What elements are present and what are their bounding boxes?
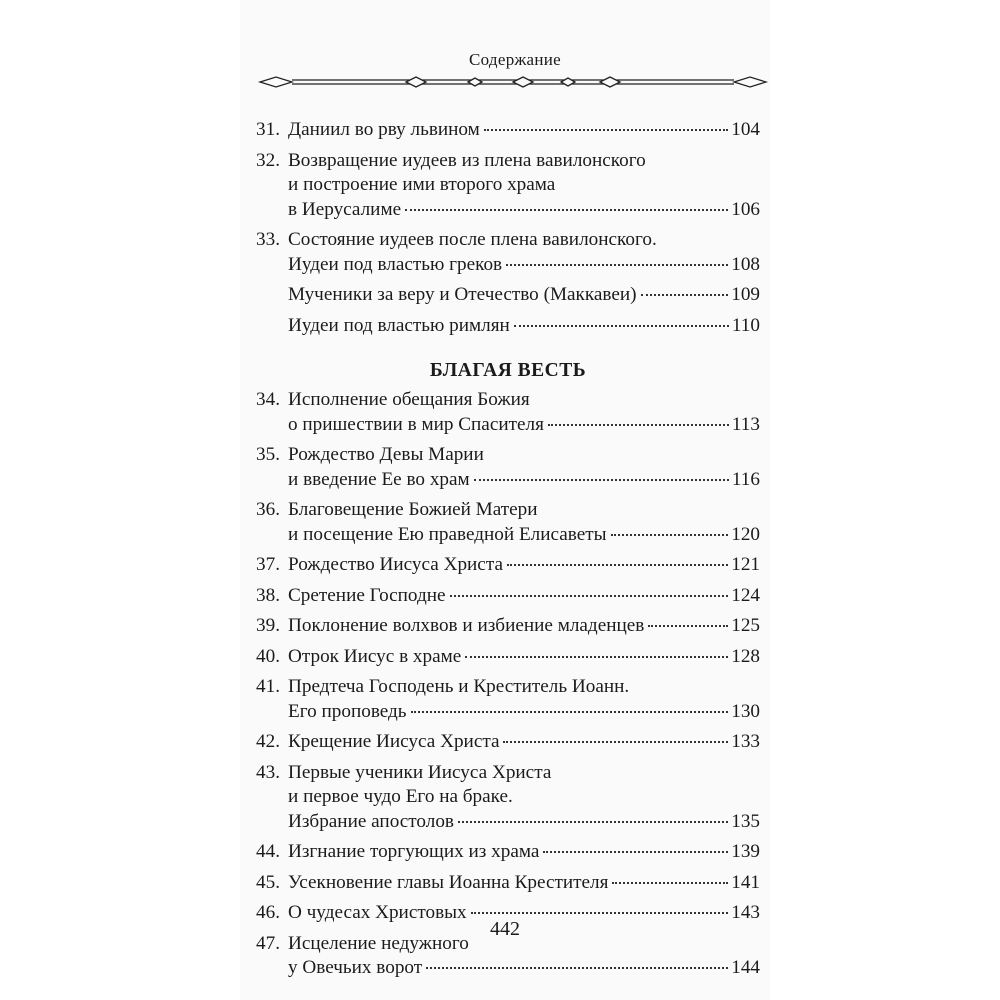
dot-leader	[458, 820, 728, 823]
toc-entry	[256, 498, 760, 547]
entry-title-text: Рождество Девы Марии	[288, 444, 484, 465]
dot-leader	[484, 128, 728, 131]
entry-page-number: 135	[731, 810, 760, 832]
entry-page-number: 116	[731, 468, 760, 490]
toc-entry-line	[256, 584, 760, 609]
entry-title-text: Исполнение обещания Божия	[288, 389, 530, 410]
toc-entry-line	[256, 700, 760, 725]
entry-title-text: Первые ученики Иисуса Христа	[288, 761, 552, 783]
toc-entry	[256, 584, 760, 609]
entry-title-text: Рождество Иисуса Христа	[288, 554, 503, 575]
dot-leader	[506, 263, 728, 266]
entry-title-text: Избрание апостолов	[288, 810, 454, 832]
toc-entry-line	[256, 730, 760, 755]
entry-page-number: 121	[731, 554, 760, 575]
toc-entry	[256, 614, 760, 639]
toc-entry-line	[256, 498, 760, 523]
toc-entry-line	[256, 871, 760, 896]
toc-entry-line	[256, 840, 760, 865]
toc-entry-line	[256, 173, 760, 198]
entry-page-number: 141	[731, 871, 760, 893]
entry-number: 46.	[256, 902, 280, 923]
toc-entry-line	[256, 523, 760, 548]
dot-leader	[507, 563, 728, 566]
entry-page-number: 130	[731, 700, 760, 722]
entry-page-number: 144	[731, 957, 760, 978]
toc-entry	[256, 283, 760, 308]
entry-title-text: Предтеча Господень и Креститель Иоанн.	[288, 676, 630, 697]
toc-entry-line	[256, 253, 760, 278]
entry-title-text: Иудеи под властью римлян	[288, 314, 510, 336]
toc-entry	[256, 553, 760, 578]
dot-leader	[612, 881, 728, 884]
entry-title-text: в Иерусалиме	[288, 198, 402, 220]
entry-title-text: Усекновение главы Иоанна Крестителя	[288, 871, 609, 893]
toc-group-after	[256, 388, 760, 981]
toc-entry	[256, 730, 760, 755]
entry-title-text: о пришествии в мир Спасителя	[288, 413, 544, 435]
entry-page-number: 110	[731, 314, 760, 336]
dot-leader	[465, 655, 728, 658]
entry-page-number: 120	[731, 523, 760, 545]
entry-page-number: 125	[731, 615, 760, 636]
entry-page-number: 109	[731, 284, 760, 305]
entry-number: 34.	[256, 389, 280, 410]
toc-entry-line	[256, 614, 760, 639]
toc-entry-line	[256, 228, 760, 253]
entry-title-text: Его проповедь	[288, 700, 407, 722]
dot-leader	[543, 850, 728, 853]
running-header: Содержание	[468, 50, 562, 69]
toc-entry	[256, 871, 760, 896]
entry-number: 35.	[256, 444, 280, 465]
entry-title-text: Возвращение иудеев из плена вавилонского	[288, 149, 646, 171]
toc-entry-line	[256, 443, 760, 468]
toc-entry	[256, 388, 760, 437]
entry-title-text: Крещение Иисуса Христа	[288, 731, 500, 752]
entry-number: 43.	[256, 761, 280, 783]
entry-number: 41.	[256, 676, 280, 697]
entry-number: 33.	[256, 229, 280, 250]
entry-page-number: 104	[731, 119, 760, 140]
entry-number: 37.	[256, 554, 280, 575]
dot-leader	[641, 293, 729, 296]
entry-page-number: 106	[731, 198, 760, 220]
entry-page-number: 139	[731, 841, 760, 862]
toc-entry-line	[256, 283, 760, 308]
toc-entry-line	[256, 468, 760, 493]
entry-title-text: Благовещение Божией Матери	[288, 499, 538, 520]
header-ornament-rule	[256, 74, 770, 90]
toc-entry	[256, 228, 760, 277]
entry-number: 38.	[256, 584, 280, 606]
dot-leader	[611, 533, 729, 536]
entry-number: 39.	[256, 615, 280, 636]
toc-entry-line	[256, 761, 760, 786]
entry-page-number: 143	[731, 902, 760, 923]
dot-leader	[474, 478, 729, 481]
toc-entry-line	[256, 553, 760, 578]
toc-entry-line	[256, 413, 760, 438]
dot-leader	[411, 710, 729, 713]
entry-number: 36.	[256, 499, 280, 520]
entry-number: 47.	[256, 932, 280, 954]
entry-title-text: Поклонение волхвов и избиение младенцев	[288, 615, 645, 636]
dot-leader	[503, 740, 728, 743]
entry-title-text: у Овечьих ворот	[288, 957, 423, 978]
entry-number: 31.	[256, 119, 280, 140]
entry-title-text: Иудеи под властью греков	[288, 253, 503, 275]
entry-title-text: и посещение Ею праведной Елисаветы	[288, 523, 607, 545]
dot-leader	[405, 208, 728, 211]
entry-number: 44.	[256, 841, 280, 862]
toc-entry-line	[256, 956, 760, 981]
toc-entry	[256, 675, 760, 724]
entry-title-text: Отрок Иисус в храме	[288, 645, 462, 667]
entry-title-text: Изгнание торгующих из храма	[288, 841, 540, 862]
toc-entry-line	[256, 149, 760, 174]
toc-entry-line	[256, 645, 760, 670]
toc-entry-line	[256, 388, 760, 413]
toc-entry-line	[256, 314, 760, 339]
toc-entry-line	[256, 810, 760, 835]
entry-number: 45.	[256, 871, 280, 893]
toc-entry-line	[256, 675, 760, 700]
entry-title-text: Даниил во рву львином	[288, 119, 480, 140]
page-number: 442	[490, 918, 520, 940]
section-heading: БЛАГАЯ ВЕСТЬ	[429, 360, 587, 381]
table-of-contents	[256, 118, 760, 987]
entry-page-number: 124	[731, 584, 760, 606]
dot-leader	[514, 324, 729, 327]
entry-title-text: и первое чудо Его на браке.	[288, 786, 513, 807]
toc-entry-line	[256, 785, 760, 810]
entry-title-text: Состояние иудеев после плена вавилонского.	[288, 229, 657, 250]
toc-entry-line	[256, 118, 760, 143]
toc-entry	[256, 314, 760, 339]
toc-entry	[256, 840, 760, 865]
entry-page-number: 128	[731, 645, 760, 667]
entry-title-text: и введение Ее во храм	[288, 468, 470, 490]
toc-entry-line	[256, 198, 760, 223]
dot-leader	[450, 594, 729, 597]
entry-title-text: Исцеление недужного	[288, 932, 469, 954]
dot-leader	[648, 624, 728, 627]
dot-leader	[471, 911, 729, 914]
dot-leader	[548, 423, 729, 426]
entry-page-number: 133	[731, 731, 760, 752]
toc-entry	[256, 443, 760, 492]
toc-group-before	[256, 118, 760, 338]
entry-title-text: О чудесах Христовых	[288, 902, 467, 923]
toc-entry	[256, 118, 760, 143]
entry-title-text: Сретение Господне	[288, 584, 446, 606]
entry-number: 32.	[256, 149, 280, 171]
toc-entry	[256, 149, 760, 223]
entry-number: 40.	[256, 645, 280, 667]
entry-title-text: и построение ими второго храма	[288, 174, 556, 195]
entry-page-number: 108	[731, 253, 760, 275]
entry-page-number: 113	[731, 413, 760, 435]
toc-entry	[256, 761, 760, 835]
dot-leader	[426, 966, 728, 969]
entry-number: 42.	[256, 731, 280, 752]
entry-title-text: Мученики за веру и Отечество (Маккавеи)	[288, 284, 637, 305]
toc-entry	[256, 645, 760, 670]
